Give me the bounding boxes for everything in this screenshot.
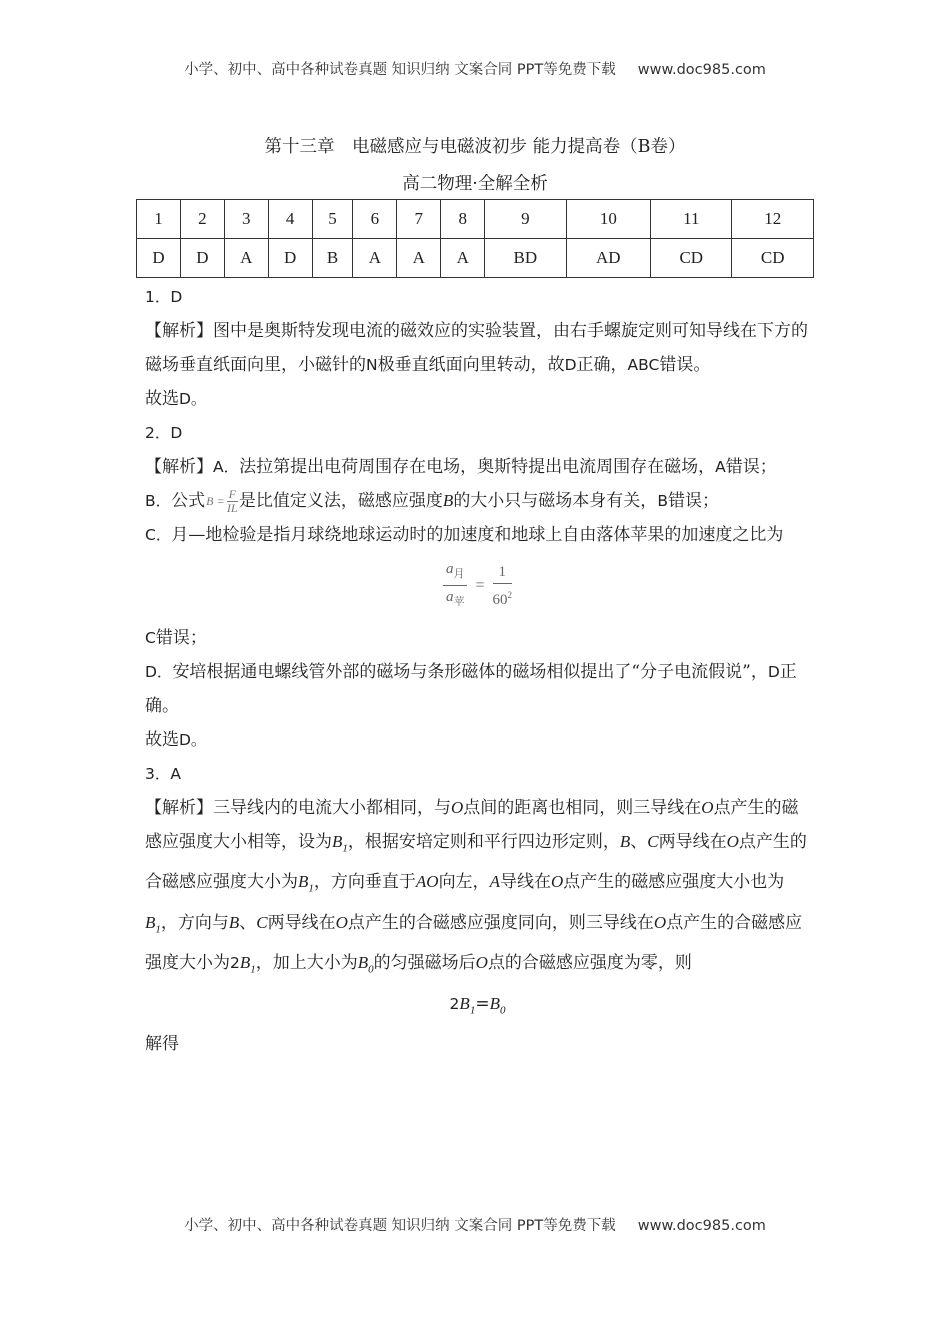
text: a bbox=[445, 589, 454, 605]
text: 1 bbox=[469, 1003, 476, 1016]
text: ，根据安培定则和平行四边形定则， bbox=[347, 832, 620, 852]
text: O bbox=[726, 832, 739, 851]
text: 是比值定义法，磁感应强度 bbox=[238, 491, 443, 511]
table-cell: D bbox=[137, 239, 181, 278]
text: O bbox=[550, 872, 564, 892]
q1-analysis bbox=[145, 314, 810, 382]
table-cell: D bbox=[180, 239, 224, 278]
table-cell: A bbox=[224, 239, 268, 278]
text: C bbox=[145, 629, 156, 647]
text: ，加上大小为 bbox=[255, 953, 358, 974]
text: 0 bbox=[368, 963, 374, 976]
table-cell: BD bbox=[485, 239, 566, 278]
table-cell: 12 bbox=[732, 200, 814, 239]
text: A bbox=[715, 458, 726, 476]
text: 1 bbox=[342, 842, 348, 855]
analysis-tag: 【解析】 bbox=[145, 321, 213, 341]
text: B bbox=[145, 912, 156, 932]
q2-option-b bbox=[145, 484, 810, 518]
text: 两导线在 bbox=[658, 832, 727, 852]
table-cell: AD bbox=[566, 239, 651, 278]
table-cell: CD bbox=[732, 239, 814, 278]
banner-url[interactable]: www.doc985.com bbox=[637, 62, 766, 78]
table-cell: 3 bbox=[224, 200, 268, 239]
text: 点产生的合磁感应强度大小为 bbox=[145, 832, 807, 893]
banner-url[interactable]: www.doc985.com bbox=[637, 1218, 766, 1234]
answer-table bbox=[136, 199, 814, 278]
table-cell: 1 bbox=[137, 200, 181, 239]
text: 月—地检验是指月球绕地球运动时的加速度和地球上自由落体苹果的加速度之比为 bbox=[171, 525, 784, 545]
text: 、 bbox=[630, 832, 648, 852]
q2-option-c-end bbox=[145, 621, 810, 655]
text: 法拉第提出电荷周围存在电场，奥斯特提出电流周围存在磁场， bbox=[239, 457, 716, 477]
text: 点产生的磁感应强度大小也为 bbox=[563, 872, 785, 893]
formula-b bbox=[206, 488, 238, 515]
text: D bbox=[564, 356, 577, 374]
text: 1 bbox=[155, 923, 161, 936]
formula-value bbox=[493, 561, 513, 611]
text: 1 bbox=[308, 882, 314, 895]
footer-banner bbox=[0, 1214, 950, 1235]
text: B bbox=[657, 492, 668, 510]
text: ABC bbox=[627, 356, 660, 374]
text: 三导线内的电流大小都相同，与 bbox=[213, 798, 451, 818]
page-subtitle: 高二物理·全解全析 bbox=[402, 174, 548, 194]
text: 点产生的合磁感应强度同向，则三导线在 bbox=[347, 912, 654, 933]
table-cell: 2 bbox=[180, 200, 224, 239]
text: 点产生的合磁感应强度大小为 bbox=[145, 912, 803, 974]
text: a bbox=[445, 561, 454, 577]
text: 图中是奥斯特发现电流的磁效应的实验装置，由右手螺旋定则可知导线在下方的磁场垂直纸面向里，小磁针的 bbox=[145, 321, 808, 375]
table-cell: 4 bbox=[268, 200, 312, 239]
text: O bbox=[335, 912, 348, 932]
text: B bbox=[489, 993, 500, 1013]
text: 点产生的磁感应强度大小相等，设为 bbox=[145, 798, 799, 852]
table-cell: 5 bbox=[312, 200, 353, 239]
text: 公式 bbox=[171, 491, 206, 511]
text: O bbox=[475, 953, 488, 973]
q2-option-d bbox=[145, 655, 810, 723]
text: B． bbox=[145, 492, 172, 510]
table-cell: 7 bbox=[397, 200, 441, 239]
text: B bbox=[442, 491, 454, 510]
text: 2 bbox=[507, 589, 513, 600]
text: N bbox=[366, 356, 378, 374]
text: 安培根据通电螺线管外部的磁场与条形磁体的磁场相似提出了“分子电流假说”， bbox=[172, 662, 768, 682]
answer-table-number-row bbox=[137, 200, 814, 239]
q3-solve: 解得 bbox=[145, 1033, 179, 1054]
formula-ratio bbox=[443, 558, 468, 613]
text: ，方向与 bbox=[160, 912, 229, 933]
text: B bbox=[459, 993, 470, 1013]
text: = bbox=[475, 993, 490, 1014]
text: B bbox=[357, 953, 369, 973]
q2-option-c bbox=[145, 518, 810, 552]
header-banner bbox=[0, 58, 950, 79]
text: 错误。 bbox=[659, 355, 711, 375]
q2-heading: 2．D bbox=[145, 424, 183, 442]
q3-equation bbox=[145, 987, 810, 1027]
table-cell: D bbox=[268, 239, 312, 278]
text: C． bbox=[145, 526, 172, 544]
text: B bbox=[228, 912, 240, 932]
text: A bbox=[489, 872, 500, 892]
text: 的大小只与磁场本身有关， bbox=[453, 491, 658, 511]
text: 2 bbox=[449, 994, 460, 1013]
text: B bbox=[239, 953, 251, 973]
text: 正确， bbox=[576, 355, 628, 375]
table-cell: A bbox=[441, 239, 485, 278]
text: 点的合磁感应强度为零，则 bbox=[487, 953, 692, 974]
text: D。 bbox=[179, 390, 207, 408]
text: O bbox=[701, 798, 714, 817]
formula-denominator: IL bbox=[226, 501, 238, 515]
text: ，方向垂直于 bbox=[313, 872, 416, 893]
banner-text: 小学、初中、高中各种试卷真题 知识归纳 文案合同 PPT等免费下载 bbox=[184, 1218, 616, 1234]
text: C bbox=[256, 912, 268, 932]
table-cell: A bbox=[353, 239, 397, 278]
table-cell: 8 bbox=[441, 200, 485, 239]
q2-conclusion bbox=[145, 723, 810, 757]
solution-body bbox=[145, 280, 810, 1061]
text: 错误； bbox=[155, 628, 207, 648]
text: O bbox=[653, 912, 667, 932]
text: 的匀强磁场后 bbox=[373, 953, 476, 974]
table-cell: 6 bbox=[353, 200, 397, 239]
table-cell: 10 bbox=[566, 200, 651, 239]
banner-text: 小学、初中、高中各种试卷真题 知识归纳 文案合同 PPT等免费下载 bbox=[184, 62, 616, 78]
formula-lhs: B = bbox=[206, 494, 225, 508]
table-cell: 11 bbox=[651, 200, 732, 239]
table-cell: CD bbox=[651, 239, 732, 278]
q2-option-a bbox=[145, 450, 810, 484]
text: B bbox=[619, 832, 631, 851]
text: 两导线在 bbox=[267, 912, 336, 933]
text: 点间的距离也相同，则三导线在 bbox=[463, 798, 702, 818]
formula-c bbox=[145, 558, 810, 613]
text: D bbox=[767, 663, 780, 681]
text: 60 bbox=[492, 591, 508, 608]
answer-table-answer-row bbox=[137, 239, 814, 278]
analysis-tag: 【解析】 bbox=[145, 457, 213, 477]
table-cell: B bbox=[312, 239, 353, 278]
text: AO bbox=[415, 872, 439, 892]
text: 错误； bbox=[725, 457, 777, 477]
text: 2 bbox=[230, 954, 240, 973]
text: 、 bbox=[239, 912, 257, 933]
text: 1 bbox=[250, 963, 256, 976]
formula-numerator: F bbox=[228, 487, 236, 501]
text: D。 bbox=[179, 731, 207, 749]
text: O bbox=[451, 798, 464, 817]
q1-conclusion bbox=[145, 382, 810, 416]
text: 故选 bbox=[145, 730, 179, 750]
text: 极垂直纸面向里转动，故 bbox=[377, 355, 565, 375]
q1-heading: 1．D bbox=[145, 288, 183, 306]
q3-heading: 3．A bbox=[145, 765, 181, 783]
table-cell: 9 bbox=[485, 200, 566, 239]
text: 月 bbox=[453, 568, 465, 580]
text: 向左， bbox=[438, 872, 490, 893]
text: 错误； bbox=[667, 491, 719, 511]
text: 导线在 bbox=[499, 872, 551, 893]
text: 故选 bbox=[145, 389, 179, 409]
analysis-tag: 【解析】 bbox=[145, 798, 213, 818]
table-cell: A bbox=[397, 239, 441, 278]
text: C bbox=[647, 832, 659, 851]
text: 0 bbox=[499, 1003, 506, 1016]
text: 正确。 bbox=[145, 662, 797, 716]
text: B bbox=[298, 872, 309, 892]
text: 苹 bbox=[453, 596, 465, 608]
page-title: 第十三章 电磁感应与电磁波初步 能力提高卷（B卷） bbox=[264, 137, 686, 157]
text: 1 bbox=[493, 561, 513, 584]
text: A． bbox=[213, 458, 240, 476]
text: B bbox=[332, 832, 343, 851]
text: D． bbox=[145, 663, 173, 681]
q3-analysis bbox=[145, 791, 810, 987]
formula-equals: = bbox=[475, 576, 485, 594]
